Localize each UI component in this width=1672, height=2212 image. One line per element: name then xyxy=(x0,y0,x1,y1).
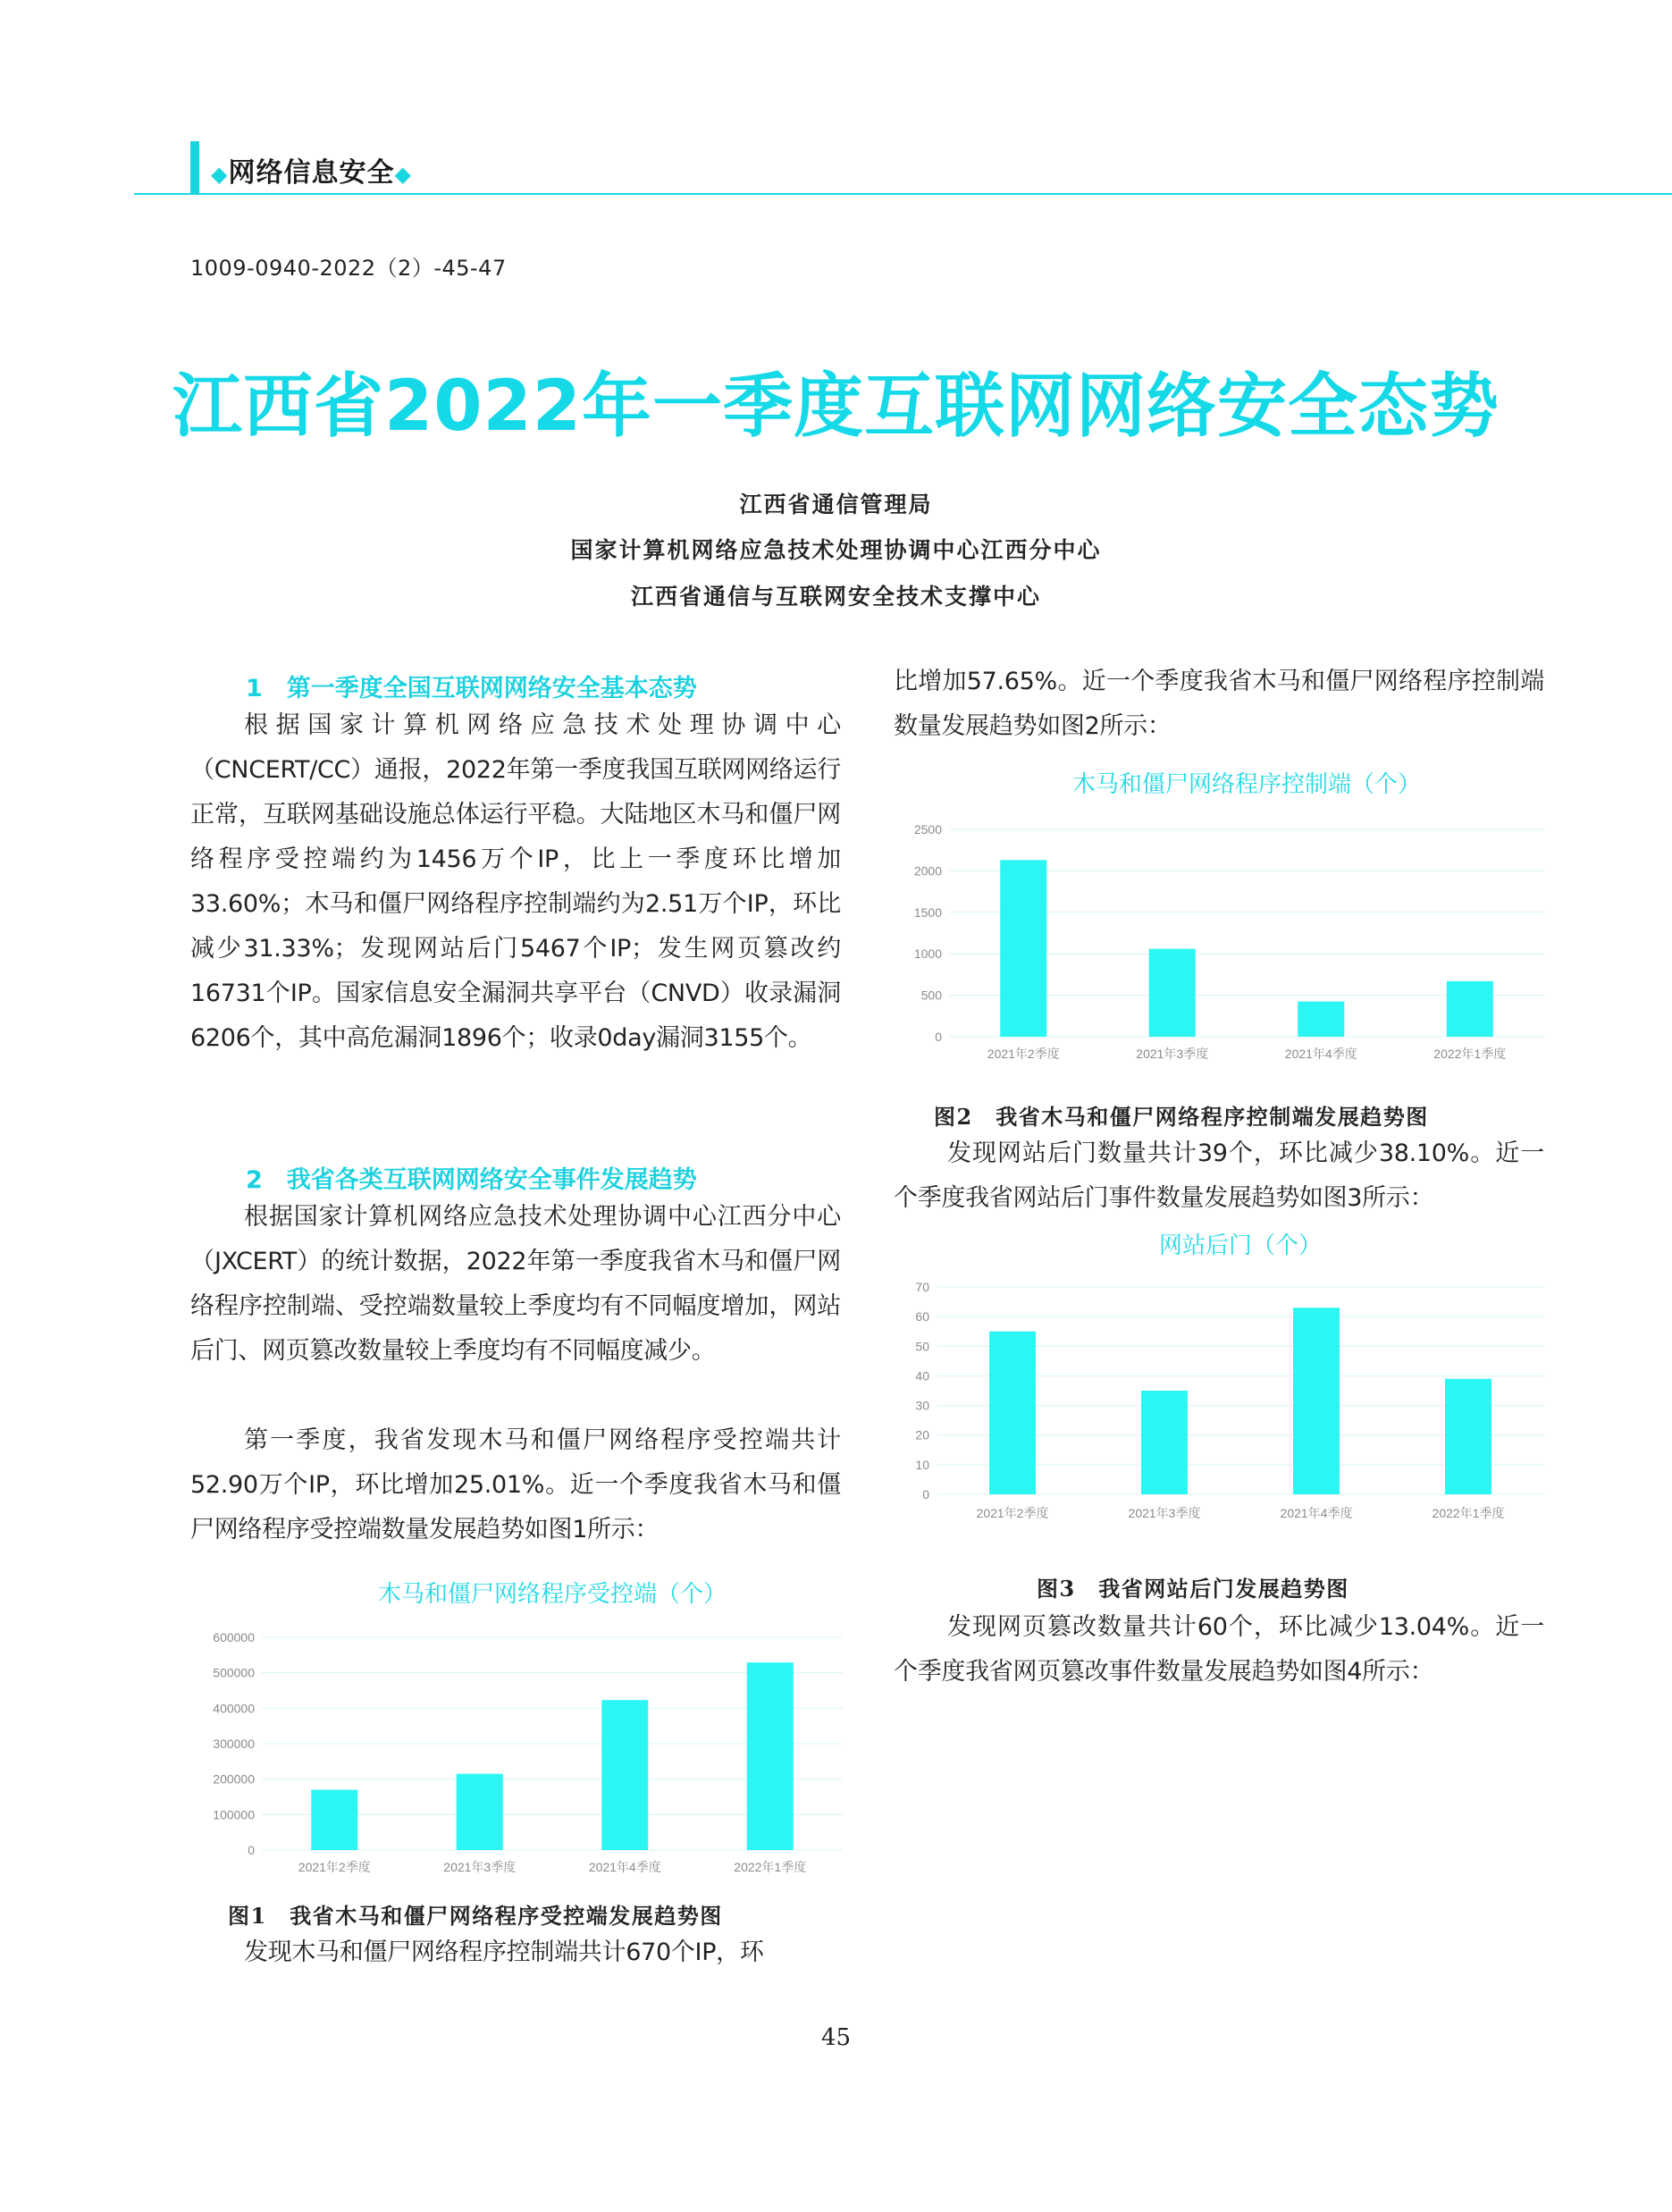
y-tick-label: 10 xyxy=(915,1457,929,1472)
figure3-caption: 图3 我省网站后门发展趋势图 xyxy=(1037,1576,1349,1602)
y-tick-label: 70 xyxy=(915,1280,929,1294)
bar xyxy=(601,1700,648,1850)
y-tick-label: 2000 xyxy=(913,863,942,879)
chart-title: 木马和僵尸网络程序控制端（个） xyxy=(1071,771,1422,798)
y-tick-label: 500000 xyxy=(213,1665,255,1680)
y-tick-label: 50 xyxy=(915,1339,929,1354)
figure2-caption: 图2 我省木马和僵尸网络程序控制端发展趋势图 xyxy=(934,1104,1429,1130)
chart-title: 木马和僵尸网络程序受控端（个） xyxy=(377,1581,727,1608)
y-tick-label: 0 xyxy=(922,1487,929,1501)
x-tick-label: 2021年2季度 xyxy=(976,1506,1049,1520)
y-tick-label: 2500 xyxy=(913,822,942,837)
y-tick-label: 0 xyxy=(248,1843,255,1857)
x-tick-label: 2021年3季度 xyxy=(1136,1047,1209,1061)
y-tick-label: 500 xyxy=(920,988,942,1003)
x-tick-label: 2021年2季度 xyxy=(987,1047,1060,1061)
affiliation-2: 国家计算机网络应急技术处理协调中心江西分中心 xyxy=(570,537,1102,563)
bar xyxy=(1149,949,1196,1037)
y-tick-label: 40 xyxy=(915,1368,929,1384)
issn-code: 1009-0940-2022（2）-45-47 xyxy=(190,256,507,281)
bar xyxy=(1293,1308,1340,1494)
bar xyxy=(1447,981,1493,1037)
y-tick-label: 20 xyxy=(915,1427,929,1442)
section1-paragraph: 根据国家计算机网络应急技术处理协调中心（CNCERT/CC）通报，2022年第一季度我国互联网网络运行正常，互联网基础设施总体运行平稳。大陆地区木马和僵尸网络程序受控端约为1456万个IP，比上一季度环比增加33.60%；木马和僵尸网络程序控制端约为2.51万个IP，环比减少31.33%；发现网站后门5467个IP；发生网页篡改约16731个IP。国家信息安全漏洞共享平台（CNVD）收录漏洞6206个，其中高危漏洞1896个；收录0day漏洞3155个。 xyxy=(190,711,841,1052)
y-tick-label: 30 xyxy=(915,1398,929,1413)
bar xyxy=(1445,1379,1491,1494)
section2-heading: 2 我省各类互联网网络安全事件发展趋势 xyxy=(246,1166,697,1194)
chart-fig2 xyxy=(894,758,1546,1080)
bar xyxy=(311,1790,357,1850)
right-paragraph-1: 比增加57.65%。近一个季度我省木马和僵尸网络程序控制端数量发展趋势如图2所示： xyxy=(894,668,1544,740)
right-paragraph-2: 发现网站后门数量共计39个，环比减少38.10%。近一个季度我省网站后门事件数量发展趋势如图3所示： xyxy=(894,1140,1544,1212)
y-tick-label: 300000 xyxy=(213,1737,255,1751)
x-tick-label: 2021年3季度 xyxy=(1128,1506,1201,1520)
section2-paragraph-3: 发现木马和僵尸网络程序控制端共计670个IP，环 xyxy=(244,1939,764,1966)
x-tick-label: 2021年3季度 xyxy=(443,1860,517,1874)
bar xyxy=(1000,860,1046,1037)
x-tick-label: 2022年1季度 xyxy=(1432,1506,1505,1520)
bar xyxy=(457,1774,503,1850)
affiliation-1: 江西省通信管理局 xyxy=(739,492,933,517)
diamond-icon: ◆ xyxy=(394,162,412,187)
chart-title: 网站后门（个） xyxy=(1158,1232,1323,1259)
bar xyxy=(1298,1002,1344,1037)
page-title: 江西省2022年一季度互联网网络安全态势 xyxy=(172,366,1500,447)
x-tick-label: 2021年2季度 xyxy=(298,1860,371,1874)
figure1-caption: 图1 我省木马和僵尸网络程序受控端发展趋势图 xyxy=(228,1903,723,1929)
right-paragraph-3: 发现网页篡改数量共计60个，环比减少13.04%。近一个季度我省网页篡改事件数量发展趋势如图4所示： xyxy=(894,1613,1544,1686)
x-tick-label: 2022年1季度 xyxy=(1433,1047,1507,1061)
y-tick-label: 400000 xyxy=(213,1701,255,1716)
x-tick-label: 2021年4季度 xyxy=(588,1860,661,1874)
y-tick-label: 60 xyxy=(915,1309,929,1325)
section2-paragraph-2: 第一季度，我省发现木马和僵尸网络程序受控端共计52.90万个IP，环比增加25.01%。近一个季度我省木马和僵尸网络程序受控端数量发展趋势如图1所示： xyxy=(190,1426,841,1543)
y-tick-label: 1000 xyxy=(913,946,942,962)
section2-paragraph-1: 根据国家计算机网络应急技术处理协调中心江西分中心（JXCERT）的统计数据，2022年第一季度我省木马和僵尸网络程序控制端、受控端数量较上季度均有不同幅度增加，网站后门、网页篡改数量较上季度均有不同幅度减少。 xyxy=(190,1203,841,1365)
y-tick-label: 1500 xyxy=(913,904,942,920)
bar xyxy=(989,1332,1036,1494)
header-rule xyxy=(134,193,1672,195)
diamond-icon: ◆ xyxy=(211,162,229,187)
x-tick-label: 2021年4季度 xyxy=(1280,1506,1353,1520)
y-tick-label: 0 xyxy=(935,1030,942,1044)
x-tick-label: 2021年4季度 xyxy=(1284,1047,1357,1061)
header-accent-bar xyxy=(190,141,199,193)
y-tick-label: 200000 xyxy=(213,1771,255,1787)
bar xyxy=(747,1662,794,1850)
section-header-label: 网络信息安全 xyxy=(228,157,395,189)
affiliation-3: 江西省通信与互联网安全技术支撑中心 xyxy=(630,584,1041,610)
y-tick-label: 600000 xyxy=(213,1630,255,1644)
section-header xyxy=(211,150,412,189)
page-number: 45 xyxy=(820,2024,852,2051)
chart-fig3 xyxy=(894,1226,1546,1548)
bar xyxy=(1141,1391,1188,1494)
y-tick-label: 100000 xyxy=(213,1807,255,1822)
x-tick-label: 2022年1季度 xyxy=(734,1860,807,1874)
section1-heading: 1 第一季度全国互联网网络安全基本态势 xyxy=(246,675,697,702)
chart-fig1 xyxy=(190,1573,852,1877)
